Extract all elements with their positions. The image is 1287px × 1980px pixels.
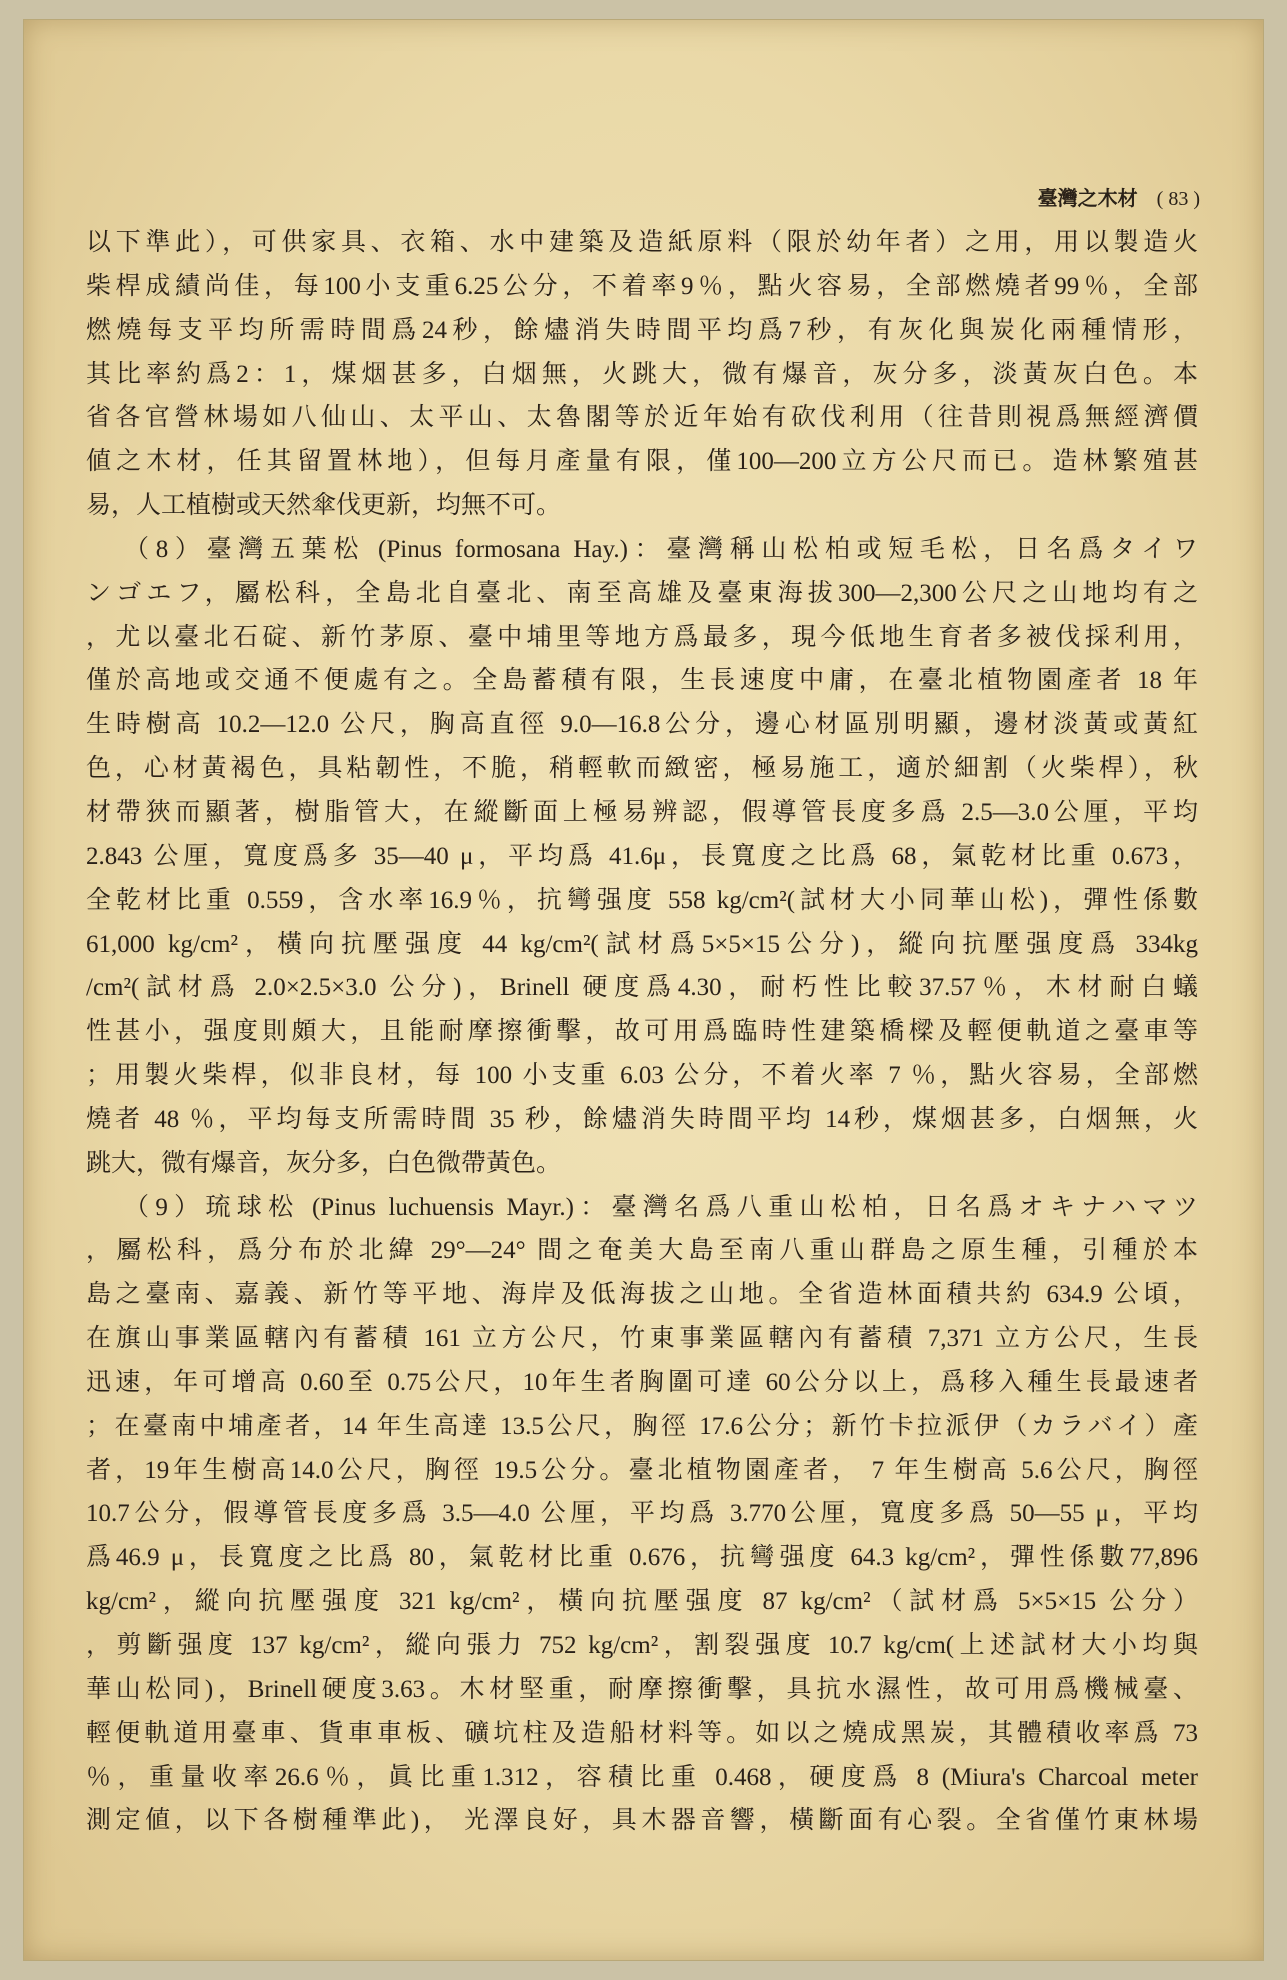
- text-line: 其比率約爲2：1，煤烟甚多，白烟無，火跳大，微有爆音，灰分多，淡黃灰白色。本: [86, 360, 1198, 388]
- text-line: 柴桿成績尚佳，每100小支重6.25公分，不着率9％，點火容易，全部燃燒者99％，全部: [86, 272, 1198, 300]
- text-line: /cm²(試材爲 2.0×2.5×3.0 公分)，Brinell 硬度爲4.30，耐朽性比較37.57％，木材耐白蟻: [86, 974, 1198, 1002]
- text-line: 華山松同)，Brinell硬度3.63。木材堅重，耐摩擦衝擊，具抗水濕性，故可用爲機械臺、: [86, 1675, 1198, 1703]
- text-line: 2.843 公厘，寬度爲多 35—40 μ，平均爲 41.6μ，長寬度之比爲 68，氣乾材比重 0.673，: [86, 842, 1198, 870]
- paragraph: [86, 221, 1198, 528]
- text-line: 跳大，微有爆音，灰分多，白色微帶黃色。: [86, 1149, 562, 1177]
- text-line: 者，19年生樹高14.0公尺，胸徑 19.5公分。臺北植物園產者， 7 年生樹高 5.6公尺，胸徑: [86, 1456, 1198, 1484]
- paragraph: [86, 528, 1198, 1186]
- text-line: 生時樹高 10.2—12.0 公尺，胸高直徑 9.0—16.8公分，邊心材區別明顯，邊材淡黃或黃紅: [86, 711, 1198, 739]
- text-line: 省各官營林場如八仙山、太平山、太魯閣等於近年始有砍伐利用（往昔則視爲無經濟價: [86, 404, 1198, 432]
- text-line: 燃燒每支平均所需時間爲24秒，餘燼消失時間平均爲7秒，有灰化與炭化兩種情形，: [86, 316, 1198, 344]
- text-line: （9）琉球松 (Pinus luchuensis Mayr.)：臺灣名爲八重山松柏，日名爲オキナハマツ: [124, 1193, 1198, 1221]
- text-line: 在旗山事業區轄內有蓄積 161 立方公尺，竹東事業區轄內有蓄積 7,371 立方公尺，生長: [86, 1325, 1198, 1353]
- body-text: [86, 221, 1198, 1843]
- text-line: 10.7公分，假導管長度多爲 3.5—4.0 公厘，平均爲 3.770公厘，寬度多爲 50—55 μ，平均: [86, 1500, 1198, 1528]
- text-line: 全乾材比重 0.559，含水率16.9％，抗彎强度 558 kg/cm²(試材大小同華山松)，彈性係數: [86, 886, 1198, 914]
- running-head-title: 臺灣之木材: [1037, 188, 1138, 210]
- text-line: 爲46.9 μ，長寬度之比爲 80，氣乾材比重 0.676，抗彎强度 64.3 kg/cm²，彈性係數77,896: [86, 1544, 1198, 1572]
- text-line: ；在臺南中埔產者，14 年生高達 13.5公尺，胸徑 17.6公分；新竹卡拉派伊（カラバイ）產: [86, 1412, 1198, 1440]
- running-head: [1038, 182, 1200, 211]
- text-line: 易，人工植樹或天然傘伐更新，均無不可。: [86, 492, 562, 520]
- text-line: ，尤以臺北石碇、新竹茅原、臺中埔里等地方爲最多，現今低地生育者多被伐採利用，: [86, 623, 1198, 651]
- text-line: ％，重量收率26.6％，眞比重1.312，容積比重 0.468，硬度爲 8 (Miura's Charcoal meter: [86, 1763, 1198, 1791]
- text-line: 性甚小，强度則頗大，且能耐摩擦衝擊，故可用爲臨時性建築橋樑及輕便軌道之臺車等: [86, 1018, 1198, 1046]
- page-number: ( 83 ): [1156, 188, 1200, 210]
- text-line: ，剪斷强度 137 kg/cm²，縱向張力 752 kg/cm²，割裂强度 10.7 kg/cm(上述試材大小均與: [86, 1632, 1198, 1659]
- text-line: 燒者 48 ％，平均每支所需時間 35 秒，餘燼消失時間平均 14秒，煤烟甚多，白烟無，火: [86, 1105, 1198, 1133]
- text-line: 迅速，年可增高 0.60至 0.75公尺，10年生者胸圍可達 60公分以上，爲移入種生長最速者: [86, 1368, 1198, 1396]
- text-line: 色，心材黃褐色，具粘韌性，不脆，稍輕軟而緻密，極易施工，適於細割（火柴桿），秋: [86, 755, 1198, 783]
- text-line: 島之臺南、嘉義、新竹等平地、海岸及低海拔之山地。全省造林面積共約 634.9 公頃，: [86, 1281, 1198, 1309]
- text-line: ンゴエフ，屬松科，全島北自臺北、南至高雄及臺東海拔300—2,300公尺之山地均有之: [86, 579, 1198, 607]
- text-line: 僅於高地或交通不便處有之。全島蓄積有限，生長速度中庸，在臺北植物園產者 18 年: [86, 667, 1198, 695]
- text-line: ，屬松科，爲分布於北緯 29°—24° 間之奄美大島至南八重山群島之原生種，引種於本: [86, 1237, 1198, 1265]
- text-line: 値之木材，任其留置林地），但每月產量有限，僅100—200立方公尺而已。造林繁殖甚: [86, 448, 1198, 476]
- text-line: kg/cm²，縱向抗壓强度 321 kg/cm²，橫向抗壓强度 87 kg/cm²（試材爲 5×5×15 公分）: [86, 1588, 1198, 1616]
- text-line: 測定値，以下各樹種準此)， 光澤良好，具木器音響，橫斷面有心裂。全省僅竹東林場: [86, 1807, 1198, 1835]
- paragraph: [86, 1186, 1198, 1844]
- text-line: 輕便軌道用臺車、貨車車板、礦坑柱及造船材料等。如以之燒成黑炭，其體積收率爲 73: [86, 1719, 1198, 1747]
- text-line: （8）臺灣五葉松 (Pinus formosana Hay.)：臺灣稱山松柏或短毛松，日名爲タイワ: [124, 535, 1198, 563]
- text-line: ；用製火柴桿，似非良材，每 100 小支重 6.03 公分，不着火率 7 ％，點火容易，全部燃: [86, 1062, 1198, 1090]
- text-line: 材帶狹而顯著，樹脂管大，在縱斷面上極易辨認，假導管長度多爲 2.5—3.0公厘，平均: [86, 798, 1198, 826]
- text-line: 61,000 kg/cm²，橫向抗壓强度 44 kg/cm²(試材爲5×5×15公分)，縱向抗壓强度爲 334kg: [86, 930, 1198, 958]
- text-line: 以下準此），可供家具、衣箱、水中建築及造紙原料（限於幼年者）之用，用以製造火: [86, 229, 1198, 256]
